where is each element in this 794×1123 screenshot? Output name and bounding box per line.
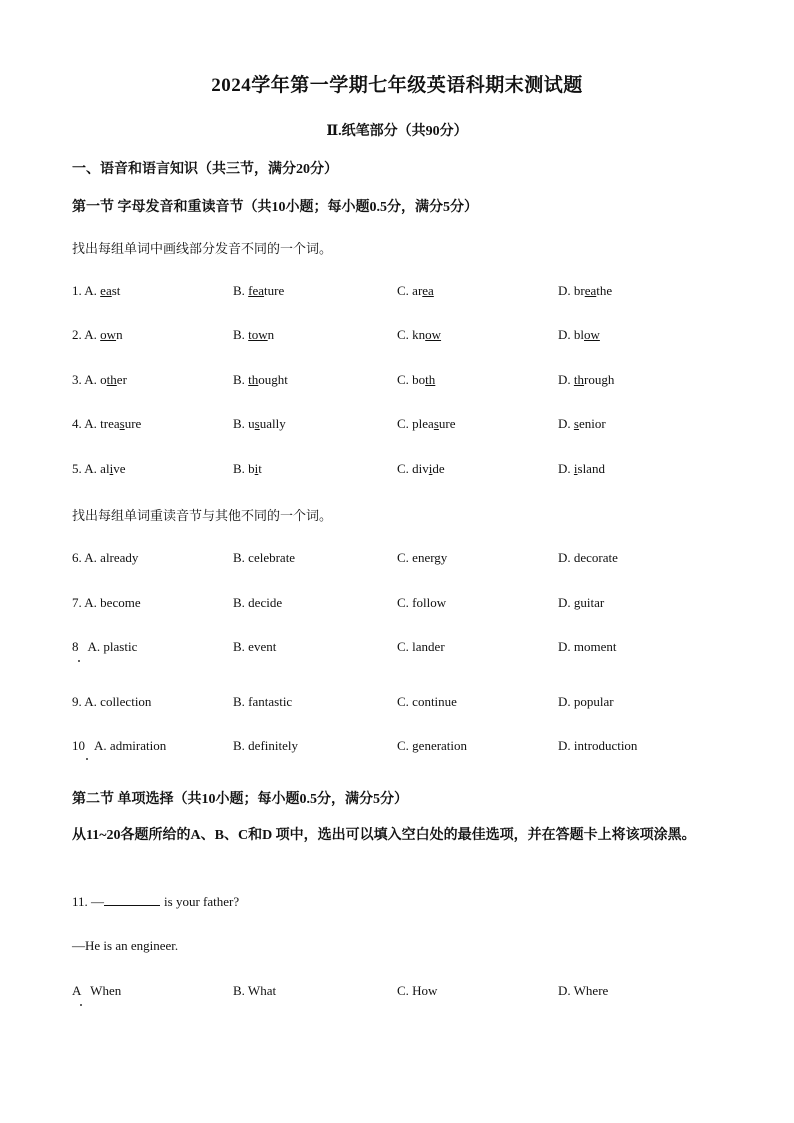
option-d: D. island [558,461,605,476]
option-d: D. introduction [558,738,638,753]
stray-dot-mark [86,758,88,760]
question-row [72,694,732,714]
option-d: D. through [558,372,615,387]
option-b: B. town [233,327,275,342]
option-b: B. usually [233,416,286,431]
option-a: 8 A. plastic [72,639,138,654]
question-row [72,639,732,659]
option-c: C. How [397,983,438,998]
question-row [72,550,732,570]
option-a: 2. A. own [72,327,123,342]
option-c: C. divide [397,461,445,476]
option-b: B. event [233,639,277,654]
question-11-response: —He is an engineer. [72,938,179,953]
option-d: D. blow [558,327,600,342]
question-row [72,327,732,347]
option-c: C. energy [397,550,448,565]
page-subtitle: Ⅱ.纸笔部分（共90分） [326,124,468,139]
question-row [72,416,732,436]
option-b: B. What [233,983,277,998]
question-row [72,738,732,758]
option-b: B. thought [233,372,288,387]
option-d: D. guitar [558,595,605,610]
option-d: D. breathe [558,283,613,298]
option-a: 3. A. other [72,372,127,387]
answer-blank [104,893,160,906]
option-a: 4. A. treasure [72,416,142,431]
question-row [72,372,732,392]
question-row [72,595,732,615]
option-a: 1. A. east [72,283,121,298]
option-b: B. celebrate [233,550,296,565]
option-c: C. generation [397,738,468,753]
option-c: C. know [397,327,442,342]
option-c: C. both [397,372,436,387]
section1-heading: 第一节 字母发音和重读音节（共10小题；每小题0.5分，满分5分） [72,200,478,215]
question-row [72,283,732,303]
question-row [72,461,732,481]
option-d: D. senior [558,416,606,431]
option-a: 10 A. admiration [72,738,167,753]
option-d: D. Where [558,983,609,998]
section2-instruction: 从11~20各题所给的A、B、C和D 项中，选出可以填入空白处的最佳选项，并在答题卡上将该项涂黑。 [72,828,696,843]
option-b: B. bit [233,461,262,476]
option-b: B. definitely [233,738,298,753]
option-c: C. follow [397,595,447,610]
option-c: C. lander [397,639,445,654]
option-a: 7. A. become [72,595,141,610]
stray-dot-mark [78,660,80,662]
option-d: D. moment [558,639,617,654]
option-c: C. pleasure [397,416,456,431]
option-d: D. decorate [558,550,618,565]
option-c: C. continue [397,694,457,709]
section2-heading: 第二节 单项选择（共10小题；每小题0.5分，满分5分） [72,792,408,807]
option-a: 5. A. alive [72,461,126,476]
option-b: B. decide [233,595,283,610]
option-a: A When [72,983,122,998]
option-b: B. feature [233,283,285,298]
page-title: 2024学年第一学期七年级英语科期末测试题 [211,75,583,96]
instruction-stress: 找出每组单词重读音节与其他不同的一个词。 [72,508,333,523]
option-a: 6. A. already [72,550,139,565]
question-row [72,983,732,1003]
question-11-stem: 11. — is your father? [72,894,240,909]
instruction-pronunciation: 找出每组单词中画线部分发音不同的一个词。 [72,241,333,256]
option-b: B. fantastic [233,694,293,709]
option-d: D. popular [558,694,614,709]
part1-heading: 一、语音和语言知识（共三节，满分20分） [72,162,338,177]
stray-dot-mark [80,1004,82,1006]
option-a: 9. A. collection [72,694,152,709]
option-c: C. area [397,283,434,298]
